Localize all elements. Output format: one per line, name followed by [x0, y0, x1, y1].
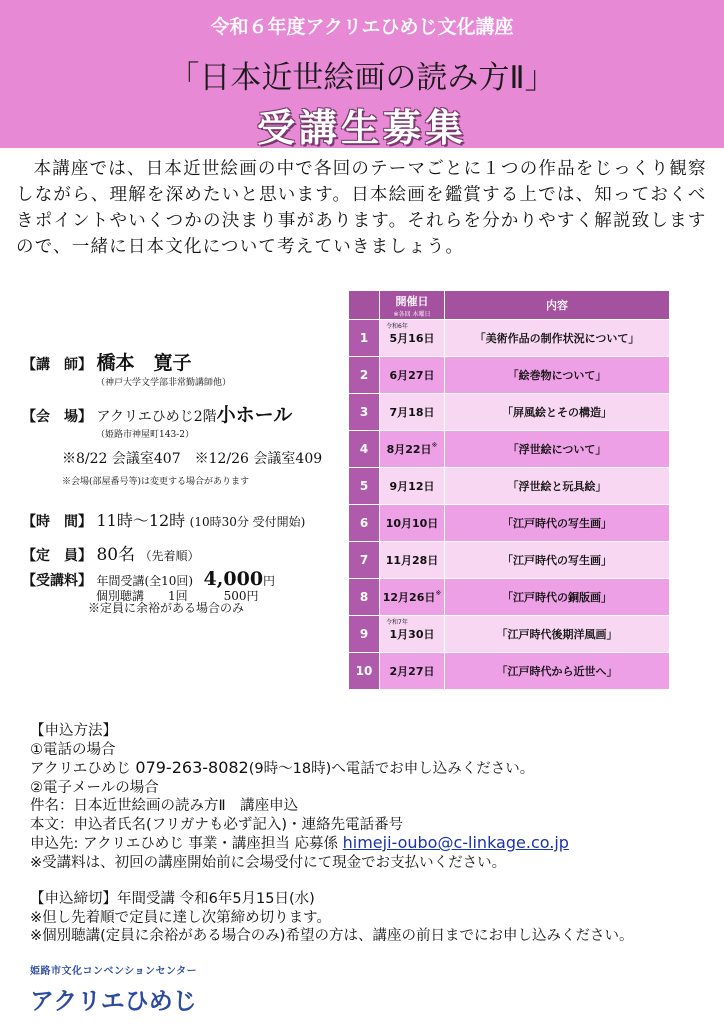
schedule-title: 「美術作品の制作状況について」 [445, 320, 670, 357]
venue-row [22, 400, 322, 487]
schedule-mark: ※ [435, 589, 442, 597]
schedule-date-text: 2月27日 [389, 665, 435, 678]
schedule-row [349, 357, 670, 394]
schedule-row [349, 505, 670, 542]
apply-deadline-note-2: ※個別聴講(定員に余裕がある場合のみ)希望の方は、講座の前日までにお申し込みください。 [30, 928, 634, 944]
apply-phone-prefix: アクリエひめじ [30, 761, 131, 777]
schedule-date-text: 9月12日 [389, 480, 435, 493]
schedule-date [380, 394, 445, 431]
schedule-title: 「江戸時代後期洋風画」 [445, 616, 670, 653]
time-row [22, 508, 305, 531]
schedule-title: 「絵巻物について」 [445, 357, 670, 394]
schedule-header-date [380, 291, 445, 320]
application-section [30, 722, 633, 946]
schedule-header-row [349, 291, 670, 320]
fee-single: 個別聴講 1回 500円 [96, 589, 259, 603]
schedule-date-text: 1月30日 [389, 628, 435, 641]
schedule-no: 3 [349, 394, 380, 431]
fee-prefix: 年間受講(全10回) [96, 574, 194, 588]
schedule-no: 2 [349, 357, 380, 394]
capacity-sub: （先着順） [139, 549, 200, 563]
schedule-row [349, 431, 670, 468]
apply-deadline-note-1: ※但し先着順で定員に達し次第締め切ります。 [30, 909, 331, 926]
schedule-date [380, 616, 445, 653]
venue-note: ※8/22 会議室407 ※12/26 会議室409 [62, 451, 323, 467]
schedule-date [380, 431, 445, 468]
capacity-main: 80名 [96, 545, 136, 565]
header-recruit: 受講生募集 [256, 106, 467, 150]
apply-phone-heading: ①電話の場合 [30, 741, 116, 758]
lecturer-label: 【講 師】 [22, 357, 92, 373]
schedule-no: 7 [349, 542, 380, 579]
apply-phone-suffix: (9時～18時)へ電話でお申し込みください。 [248, 761, 535, 777]
schedule-date [380, 653, 445, 690]
venue-change-note: ※会場(部屋番号等)は変更する場合があります [62, 477, 250, 487]
schedule-title: 「浮世絵について」 [445, 431, 670, 468]
fee-label: 【受講料】 [22, 573, 92, 589]
schedule-no: 8 [349, 579, 380, 616]
schedule-title: 「江戸時代の銅版画」 [445, 579, 670, 616]
fee-single-note: ※定員に余裕がある場合のみ [88, 601, 245, 615]
schedule-title: 「江戸時代の写生画」 [445, 542, 670, 579]
apply-mail-heading: ②電子メールの場合 [30, 779, 159, 796]
schedule-row [349, 579, 670, 616]
schedule-row [349, 616, 670, 653]
schedule-date-text: 6月27日 [389, 369, 435, 382]
schedule-header-date-note: ※各回 木曜日 [393, 310, 431, 318]
apply-phone-number[interactable]: 079-263-8082 [135, 758, 249, 777]
schedule-no: 5 [349, 468, 380, 505]
schedule-date [380, 357, 445, 394]
schedule-header-content: 内容 [445, 291, 670, 320]
schedule-date [380, 579, 445, 616]
schedule-title: 「浮世絵と玩具絵」 [445, 468, 670, 505]
schedule-no: 10 [349, 653, 380, 690]
apply-mail-body: 本文：申込者氏名(フリガナも必ず記入)・連絡先電話番号 [30, 816, 404, 833]
lecturer-name: 橋本 寛子 [96, 352, 192, 374]
apply-heading: 【申込方法】 [30, 723, 117, 739]
lecturer-row [22, 348, 231, 388]
apply-mail-to-line [30, 834, 633, 854]
apply-mail-to-prefix: 申込先: アクリエひめじ 事業・講座担当 応募係 [30, 836, 338, 852]
fee-unit: 円 [263, 574, 276, 588]
apply-mail-subject: 件名：日本近世絵画の読み方Ⅱ 講座申込 [30, 798, 299, 814]
schedule-no: 4 [349, 431, 380, 468]
capacity-row [22, 540, 200, 565]
schedule-date-text: 12月26日 [382, 591, 436, 604]
time-main: 11時～12時 [96, 511, 186, 530]
schedule-title: 「江戸時代の写生画」 [445, 505, 670, 542]
schedule-date-text: 7月18日 [389, 406, 435, 419]
intro-text: 本講座では、日本近世絵画の中で各回のテーマごとに１つの作品をじっくり観察しながら、理解を深めたいと思います。日本絵画を鑑賞する上では、知っておくべきポイントやいくつかの決まり事があります。それらを分かりやすく解説致しますので、一緒に日本文化について考えていきましょう。 [16, 159, 707, 257]
header-subtitle: 令和６年度アクリエひめじ文化講座 [210, 16, 514, 38]
apply-phone-line [30, 759, 633, 779]
time-label: 【時 間】 [22, 514, 92, 530]
schedule-title: 「江戸時代から近世へ」 [445, 653, 670, 690]
venue-label: 【会 場】 [22, 409, 92, 425]
schedule-no: 6 [349, 505, 380, 542]
schedule-date-text: 11月28日 [385, 554, 439, 567]
schedule-date [380, 320, 445, 357]
schedule-row [349, 394, 670, 431]
schedule-row [349, 320, 670, 357]
time-sub: (10時30分 受付開始) [189, 515, 306, 529]
schedule-title: 「屏風絵とその構造」 [445, 394, 670, 431]
schedule-date [380, 542, 445, 579]
schedule-date-text: 8月22日 [386, 443, 432, 456]
schedule-date-text: 10月10日 [385, 517, 439, 530]
apply-deadline: 【申込締切】年間受講 令和6年5月15日(水) [30, 891, 315, 907]
venue-hall: 小ホール [216, 404, 293, 426]
schedule-row [349, 653, 670, 690]
header-title: 「日本近世絵画の読み方Ⅱ」 [168, 60, 556, 96]
logo-venue-name: アクリエひめじ [30, 987, 197, 1015]
schedule-date [380, 468, 445, 505]
schedule-era: 令和6年 [386, 323, 408, 330]
schedule-era: 令和7年 [386, 619, 408, 626]
acrea-himeji-logo [30, 962, 197, 1016]
schedule-table [348, 290, 670, 690]
header-banner [0, 0, 724, 148]
schedule-header-date-label: 開催日 [395, 294, 429, 308]
apply-mail-link[interactable]: himeji-oubo@c-linkage.co.jp [342, 833, 569, 852]
venue-address: （姫路市神屋町143-2） [96, 430, 194, 440]
fee-amount: 4,000 [203, 568, 264, 590]
logo-org-name: 姫路市文化コンベンションセンター [30, 966, 198, 977]
schedule-row [349, 468, 670, 505]
schedule-date [380, 505, 445, 542]
apply-fee-note: ※受講料は、初回の講座開始前に会場受付にて現金でお支払いください。 [30, 854, 507, 871]
schedule-header-no [349, 291, 380, 320]
fee-row [22, 568, 275, 614]
capacity-label: 【定 員】 [22, 548, 92, 564]
lecturer-affiliation: （神戸大学文学部非常勤講師他） [96, 378, 232, 388]
schedule-row [349, 542, 670, 579]
schedule-date-text: 5月16日 [389, 332, 435, 345]
schedule-mark: ※ [431, 441, 438, 449]
schedule-no: 9 [349, 616, 380, 653]
schedule-no: 1 [349, 320, 380, 357]
venue-prefix: アクリエひめじ2階 [96, 409, 217, 425]
